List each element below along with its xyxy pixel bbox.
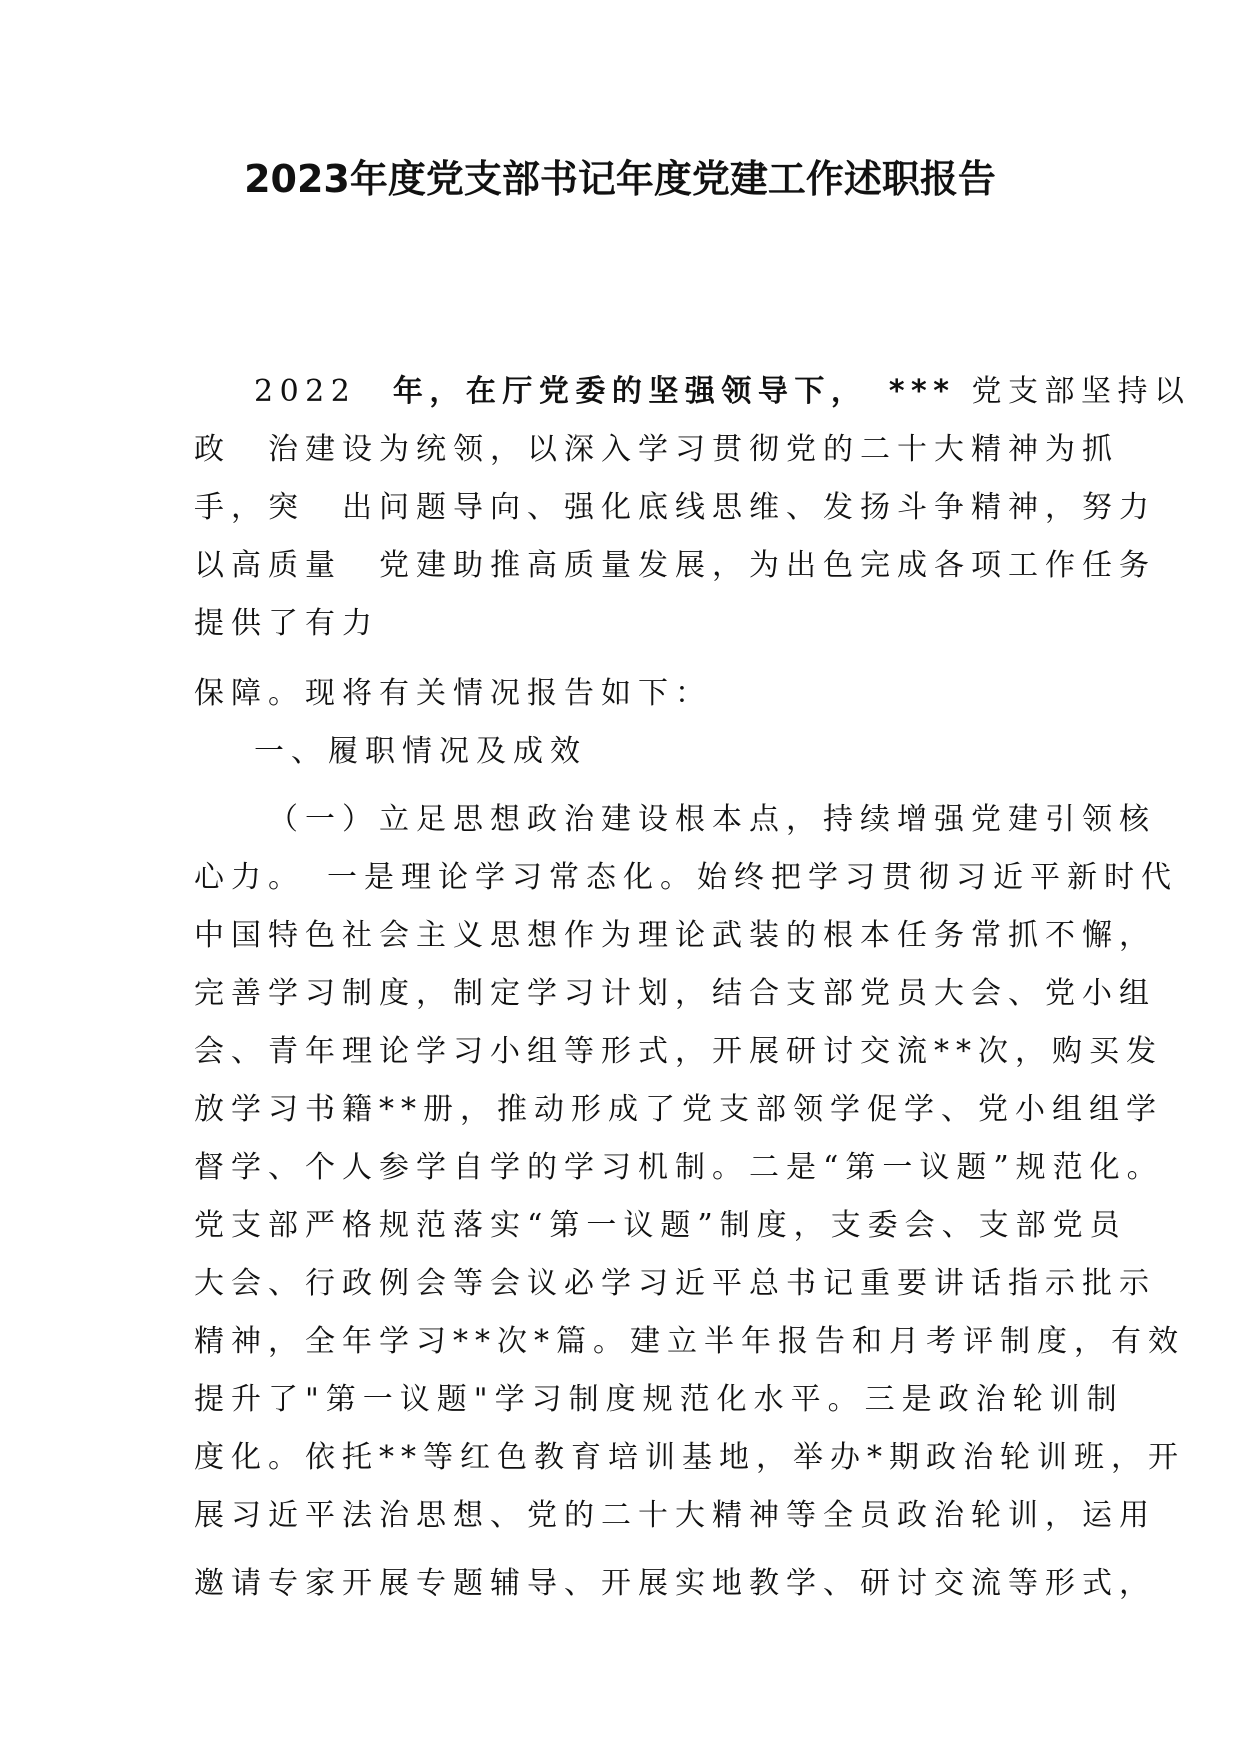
paragraph-line-3: 手，突 出问题导向、强化底线思维、发扬斗争精神，努力 — [194, 490, 1156, 525]
body-line-1: 心力。 一是理论学习常态化。始终把学习贯彻习近平新时代 — [194, 860, 1178, 895]
paragraph-line-1 — [254, 372, 1190, 412]
body-line-11: 度化。依托**等红色教育培训基地，举办*期政治轮训班，开 — [194, 1440, 1185, 1475]
document-title: 2023年度党支部书记年度党建工作述职报告 — [244, 157, 996, 201]
paragraph-line-6: 保障。现将有关情况报告如下： — [194, 676, 712, 711]
line-continuation: 党支部坚持以 — [955, 374, 1191, 409]
bold-lead-text: 年，在厅党委的坚强领导下， — [392, 374, 853, 409]
body-line-13: 邀请专家开展专题辅导、开展实地教学、研讨交流等形式， — [194, 1566, 1156, 1601]
body-line-6: 督学、个人参学自学的学习机制。二是“第一议题”规范化。 — [194, 1150, 1164, 1185]
body-line-8: 大会、行政例会等会议必学习近平总书记重要讲话指示批示 — [194, 1266, 1156, 1301]
paragraph-line-2: 政 治建设为统领，以深入学习贯彻党的二十大精神为抓 — [194, 432, 1119, 467]
paragraph-line-4: 以高质量 党建助推高质量发展，为出色完成各项工作任务 — [194, 548, 1156, 583]
body-line-7: 党支部严格规范落实“第一议题”制度，支委会、支部党员 — [194, 1208, 1127, 1243]
year-text: 2022 — [254, 374, 393, 409]
body-line-5: 放学习书籍**册，推动形成了党支部领学促学、党小组组学 — [194, 1092, 1163, 1127]
body-line-12: 展习近平法治思想、党的二十大精神等全员政治轮训，运用 — [194, 1498, 1156, 1533]
body-line-2: 中国特色社会主义思想作为理论武装的根本任务常抓不懈， — [194, 918, 1156, 953]
body-line-4: 会、青年理论学习小组等形式，开展研讨交流**次，购买发 — [194, 1034, 1163, 1069]
redacted-branch-name: *** — [852, 374, 956, 409]
subsection-line-1: （一）立足思想政治建设根本点，持续增强党建引领核 — [268, 802, 1156, 837]
body-line-10: 提升了"第一议题"学习制度规范化水平。三是政治轮训制 — [194, 1382, 1124, 1417]
body-line-9: 精神，全年学习**次*篇。建立半年报告和月考评制度，有效 — [194, 1324, 1185, 1359]
body-line-3: 完善学习制度，制定学习计划，结合支部党员大会、党小组 — [194, 976, 1156, 1011]
section-heading-1: 一、履职情况及成效 — [254, 734, 587, 769]
paragraph-line-5: 提供了有力 — [194, 606, 379, 641]
